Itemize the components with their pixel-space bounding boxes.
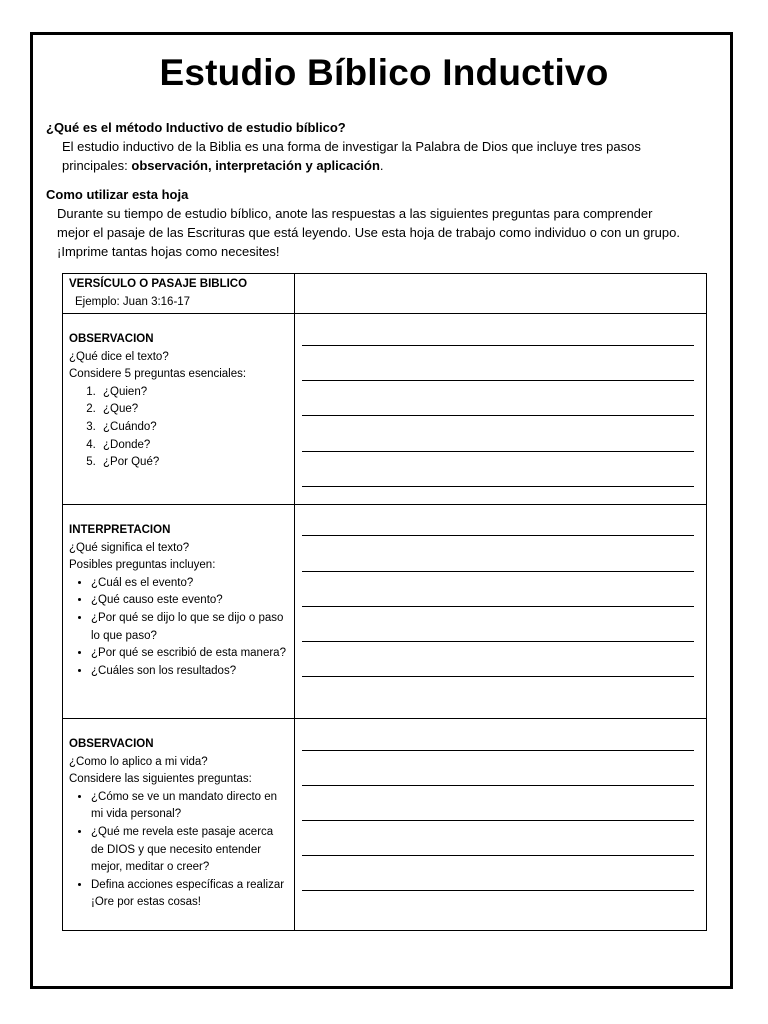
- list-item: • ¿Cuáles son los resultados?: [91, 663, 288, 681]
- application-answer-cell[interactable]: [295, 719, 707, 931]
- interpretation-list: [69, 575, 288, 681]
- verse-answer-cell[interactable]: [295, 274, 707, 314]
- page-title: Estudio Bíblico Inductivo: [159, 52, 609, 93]
- observation-intro: Considere 5 preguntas esenciales:: [69, 368, 247, 381]
- interpretation-question: ¿Qué significa el texto?: [69, 541, 190, 554]
- list-item: • ¿Por qué se dijo lo que se dijo o paso lo que paso?: [91, 610, 288, 645]
- usage-line2: mejor el pasaje de las Escrituras que está leyendo. Use esta hoja de trabajo como individuo o con un grupo.: [57, 225, 680, 240]
- answer-line[interactable]: [302, 785, 694, 786]
- answer-line[interactable]: [302, 855, 694, 856]
- application-list: [69, 789, 288, 912]
- answer-line[interactable]: [302, 676, 694, 677]
- usage-line1: Durante su tiempo de estudio bíblico, anote las respuestas a las siguientes preguntas para comprender: [57, 206, 653, 221]
- answer-line[interactable]: [302, 641, 694, 642]
- list-item: • ¿Qué me revela este pasaje acerca de DIOS y que necesito entender mejor, meditar o creer?: [91, 824, 288, 877]
- observation-answer-cell[interactable]: [295, 314, 707, 505]
- answer-line[interactable]: [302, 486, 694, 487]
- observation-row: [63, 314, 707, 505]
- list-item: • ¿Por qué se escribió de esta manera?: [91, 645, 288, 663]
- usage-heading: Como utilizar esta hoja: [46, 187, 189, 202]
- application-row: [63, 719, 707, 931]
- list-item: • ¿Cómo se ve un mandato directo en mi vida personal?: [91, 789, 288, 824]
- interpretation-row: [63, 505, 707, 719]
- list-item: 2. ¿Que?: [99, 401, 288, 419]
- usage-line3: ¡Imprime tantas hojas como necesites!: [57, 244, 280, 259]
- verse-heading: VERSÍCULO O PASAJE BIBLICO: [69, 278, 248, 290]
- method-question-heading: ¿Qué es el método Inductivo de estudio bíblico?: [46, 120, 346, 135]
- intro-section: [46, 118, 726, 175]
- answer-line[interactable]: [302, 820, 694, 821]
- method-description-line1: El estudio inductivo de la Biblia es una forma de investigar la Palabra de Dios que incluye tres pasos: [62, 139, 641, 154]
- answer-line[interactable]: [302, 380, 694, 381]
- answer-line[interactable]: [302, 606, 694, 607]
- answer-line[interactable]: [302, 890, 694, 891]
- worksheet-table: [62, 273, 707, 931]
- answer-line[interactable]: [302, 451, 694, 452]
- list-item: 4. ¿Donde?: [99, 437, 288, 455]
- observation-list: [69, 384, 288, 472]
- list-item: • Defina acciones específicas a realizar ¡Ore por estas cosas!: [91, 877, 288, 912]
- verse-row: [63, 274, 707, 314]
- list-item: 1. ¿Quien?: [99, 384, 288, 402]
- list-item: • ¿Qué causo este evento?: [91, 592, 288, 610]
- interpretation-heading: INTERPRETACION: [69, 524, 171, 536]
- answer-line[interactable]: [302, 535, 694, 536]
- verse-label-cell: [63, 274, 295, 314]
- application-heading: OBSERVACION: [69, 738, 154, 750]
- observation-heading: OBSERVACION: [69, 333, 154, 345]
- answer-line[interactable]: [302, 415, 694, 416]
- method-description-line2: [46, 156, 726, 175]
- list-item: • ¿Cuál es el evento?: [91, 575, 288, 593]
- answer-line[interactable]: [302, 345, 694, 346]
- list-item: 5. ¿Por Qué?: [99, 454, 288, 472]
- interpretation-answer-cell[interactable]: [295, 505, 707, 719]
- observation-question: ¿Qué dice el texto?: [69, 350, 169, 363]
- interpretation-label-cell: [63, 505, 295, 719]
- observation-label-cell: [63, 314, 295, 505]
- answer-line[interactable]: [302, 571, 694, 572]
- method-steps: observación, interpretación y aplicación: [131, 158, 380, 173]
- verse-example: Ejemplo: Juan 3:16-17: [75, 295, 191, 308]
- application-question: ¿Como lo aplico a mi vida?: [69, 755, 208, 768]
- usage-section: [46, 185, 726, 261]
- method-description-suffix: .: [379, 158, 384, 173]
- interpretation-intro: Posibles preguntas incluyen:: [69, 559, 216, 572]
- application-label-cell: [63, 719, 295, 931]
- answer-line[interactable]: [302, 750, 694, 751]
- application-intro: Considere las siguientes preguntas:: [69, 773, 252, 786]
- list-item: 3. ¿Cuándo?: [99, 419, 288, 437]
- method-description-prefix: principales:: [62, 158, 128, 173]
